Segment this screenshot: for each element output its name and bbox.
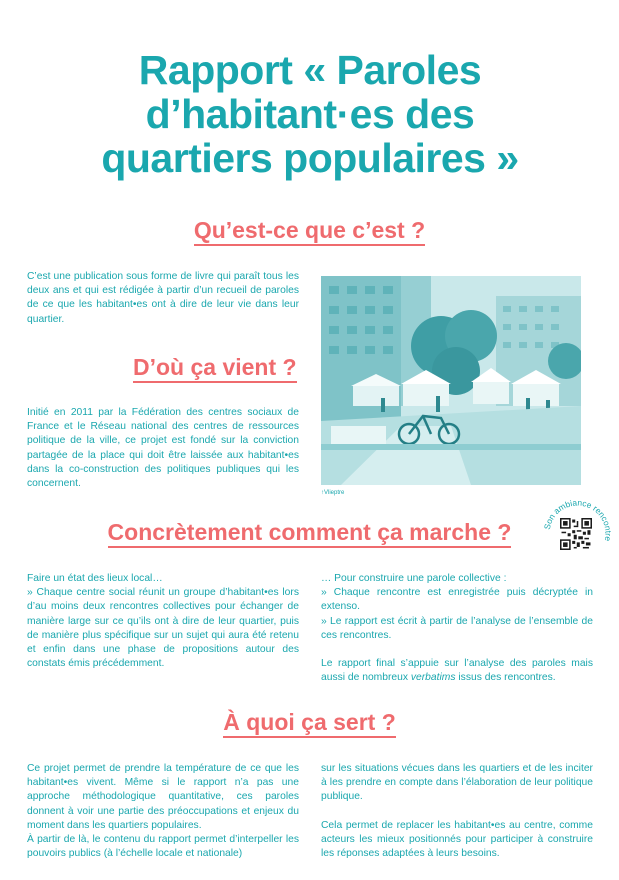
how-left-intro: Faire un état des lieux local…: [27, 573, 163, 584]
photo-illustration: [321, 276, 581, 485]
purpose-left-p2: À partir de là, le contenu du rapport permet d’interpeller les pouvoirs publics (à l’échelle locale et nationale): [27, 834, 299, 860]
how-right-closing-end: issus des rencontres.: [455, 672, 556, 684]
how-right-intro: … Pour construire une parole collective :: [321, 573, 507, 584]
title-line-2: d’habitant·es des: [145, 91, 475, 137]
title-line-1: Rapport « Paroles: [138, 47, 482, 93]
heading-what-is-it: [0, 216, 619, 244]
heading-how-it-works: [0, 518, 619, 546]
purpose-right-p2: Cela permet de replacer les habitant•es au centre, comme acteurs les mieux positionnés pour participer à construire les réponses adaptées à leurs besoins.: [321, 819, 593, 860]
heading-purpose: [0, 708, 619, 736]
purpose-right-p1: sur les situations vécues dans les quartiers et de les inciter à les prendre en compte dans l’élaboration de leur politique publique.: [321, 763, 593, 803]
how-left-body: » Chaque centre social réunit un groupe d’habitant•es lors d’au moins deux rencontres collectives pour échanger de manière large sur ce qu’ils ont à dire de leur quartier, puis de manière plus spécifique sur un sujet qui aura été retenu et enfin dans une phase de propositions autour des constats émis précédemment.: [27, 587, 299, 670]
how-right-closing: [321, 657, 593, 685]
page-title: [40, 48, 580, 180]
how-right-item-1: » Chaque rencontre est enregistrée puis décryptée in extenso.: [321, 587, 593, 613]
origin-paragraph: Initié en 2011 par la Fédération des centres sociaux de France et le Réseau national des centres de ressources politique de la ville, ce projet est fondé sur la conviction partagée de la place qui doit être laissée aux habitant•es dans la co-construction des politiques publiques qui les concernent.: [27, 407, 299, 490]
heading-origin-text: D’où ça vient ?: [133, 354, 297, 383]
badge-text: Son ambiance rencontre: [541, 497, 614, 542]
heading-how-it-works-text: Concrètement comment ça marche ?: [108, 519, 512, 548]
origin-text: [27, 406, 299, 491]
heading-origin: [133, 353, 297, 381]
what-is-it-text: [27, 270, 299, 327]
purpose-right: [321, 762, 593, 861]
what-is-it-paragraph: C’est une publication sous forme de livre qui paraît tous les deux ans et qui est rédigée à partir d’un recueil de paroles de ce que les habitant•es ont à dire de leur vie dans leur quartier.: [27, 271, 299, 325]
how-right-closing-start: Le rapport final s’appuie sur l’analyse des paroles mais aussi de nombreux: [321, 658, 593, 684]
how-it-works-left: [27, 572, 299, 671]
purpose-left-p1: Ce projet permet de prendre la température de ce que les habitant•es vivent. Même si le rapport n’a pas une approche méthodologique quantitative, ces paroles donnent à voir une partie des préoccupations et enjeux du moment dans les quartiers populaires.: [27, 763, 299, 831]
heading-what-is-it-text: Qu’est-ce que c’est ?: [194, 217, 425, 246]
title-line-3: quartiers populaires »: [101, 135, 519, 181]
purpose-left: [27, 762, 299, 861]
how-right-item-2: » Le rapport est écrit à partir de l’analyse de l’ensemble de ces rencontres.: [321, 615, 593, 641]
how-right-closing-em: verbatims: [410, 672, 456, 684]
photo-caption: ↑Vlieptre: [321, 490, 345, 496]
photo-neighbourhood: [321, 276, 581, 485]
heading-purpose-text: À quoi ça sert ?: [223, 709, 396, 738]
how-it-works-right: [321, 572, 593, 685]
